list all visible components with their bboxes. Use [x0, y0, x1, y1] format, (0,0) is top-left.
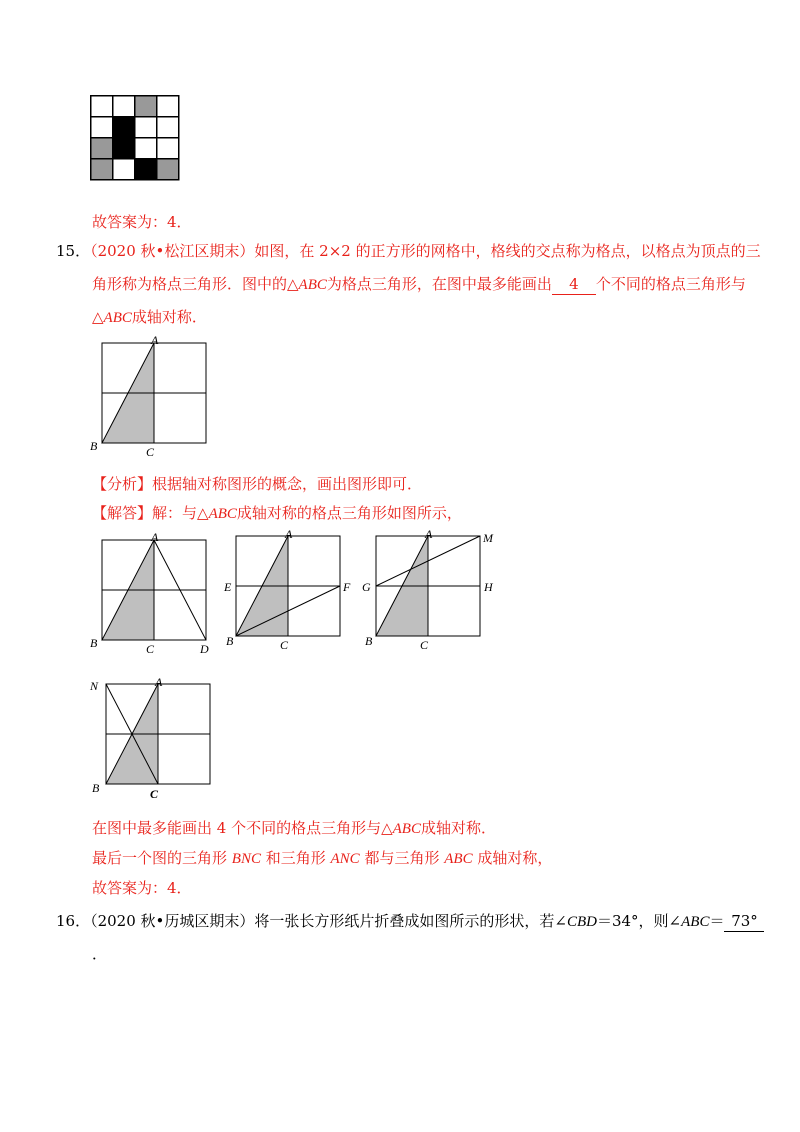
grid-cell-white [157, 138, 179, 159]
grid-cell-white [91, 96, 113, 117]
solution-figure-3 [358, 530, 503, 658]
label-c: C [146, 445, 155, 459]
grid-cell-white [157, 96, 179, 117]
q15-line3: △ABC成轴对称． [92, 308, 207, 326]
label-a: A [151, 334, 159, 347]
q16-number: 16． [56, 912, 91, 930]
grid-cell-gray [135, 96, 157, 117]
svg-text:B: B [90, 636, 98, 650]
svg-text:B: B [365, 634, 373, 648]
solution-figure-2 [222, 530, 352, 658]
q16-line: 16．（2020 秋•历城区期末）将一张长方形纸片折叠成如图所示的形状，若∠CBD＝34°，则∠ABC＝ 73° [56, 911, 764, 932]
q15-figure-abc [88, 334, 212, 460]
grid-cell-black [113, 138, 135, 159]
solution-figure-1 [88, 530, 218, 658]
grid-cell-white [135, 117, 157, 138]
q15-conclusion-1: 在图中最多能画出 4 个不同的格点三角形与△ABC成轴对称． [92, 819, 496, 837]
grid-cell-white [113, 96, 135, 117]
svg-text:F: F [343, 580, 351, 594]
svg-text:C: C [420, 638, 429, 652]
svg-text:A: A [285, 530, 293, 541]
q15-line2: 角形称为格点三角形．图中的△ABC为格点三角形，在图中最多能画出 4 个不同的格点三角形与 [92, 275, 746, 293]
q16-trailing-period: ． [92, 945, 108, 963]
grid-cell-gray [91, 159, 113, 180]
svg-text:A: A [155, 675, 163, 689]
svg-text:A: A [425, 530, 433, 541]
grid-cell-gray [91, 138, 113, 159]
q15-answer: 故答案为：4． [92, 879, 192, 897]
q15-source: （2020 秋•松江区期末） [90, 242, 255, 260]
svg-text:B: B [92, 781, 100, 795]
svg-text:N: N [90, 679, 99, 693]
q16-answer-blank: 73° [724, 911, 764, 932]
label-b: B [90, 439, 98, 453]
q15-analysis: 【分析】根据轴对称图形的概念，画出图形即可． [92, 475, 423, 493]
svg-text:H: H [484, 580, 493, 594]
solution-figure-4 [88, 674, 218, 804]
q15-solution: 【解答】解：与△ABC成轴对称的格点三角形如图所示， [92, 504, 462, 522]
grid-cell-black [135, 159, 157, 180]
q15-line1 [56, 241, 761, 261]
svg-text:C: C [146, 642, 155, 656]
q14-answer: 故答案为：4． [92, 213, 192, 231]
svg-text:M: M [483, 531, 493, 545]
q15-conclusion-2: 最后一个图的三角形 BNC 和三角形 ANC 都与三角形 ABC 成轴对称， [92, 849, 553, 867]
q15-answer-blank: 4 [552, 274, 596, 295]
grid-cell-gray [157, 159, 179, 180]
grid-cell-white [135, 138, 157, 159]
grid-cell-white [91, 117, 113, 138]
grid-pattern-figure [90, 95, 182, 183]
grid-cell-white [113, 159, 135, 180]
q16-source: （2020 秋•历城区期末） [90, 912, 255, 930]
svg-text:B: B [226, 634, 234, 648]
svg-text:G: G [362, 580, 371, 594]
q15-number: 15． [56, 242, 91, 260]
svg-text:A: A [151, 530, 159, 544]
grid-cell-black [113, 117, 135, 138]
q15-line1-text: 如图，在 2×2 的正方形的网格中，格线的交点称为格点，以格点为顶点的三 [254, 242, 761, 260]
svg-text:D: D [200, 642, 209, 656]
grid-cell-white [157, 117, 179, 138]
svg-text:C: C [150, 787, 159, 801]
svg-text:C: C [280, 638, 289, 652]
svg-text:E: E [224, 580, 232, 594]
